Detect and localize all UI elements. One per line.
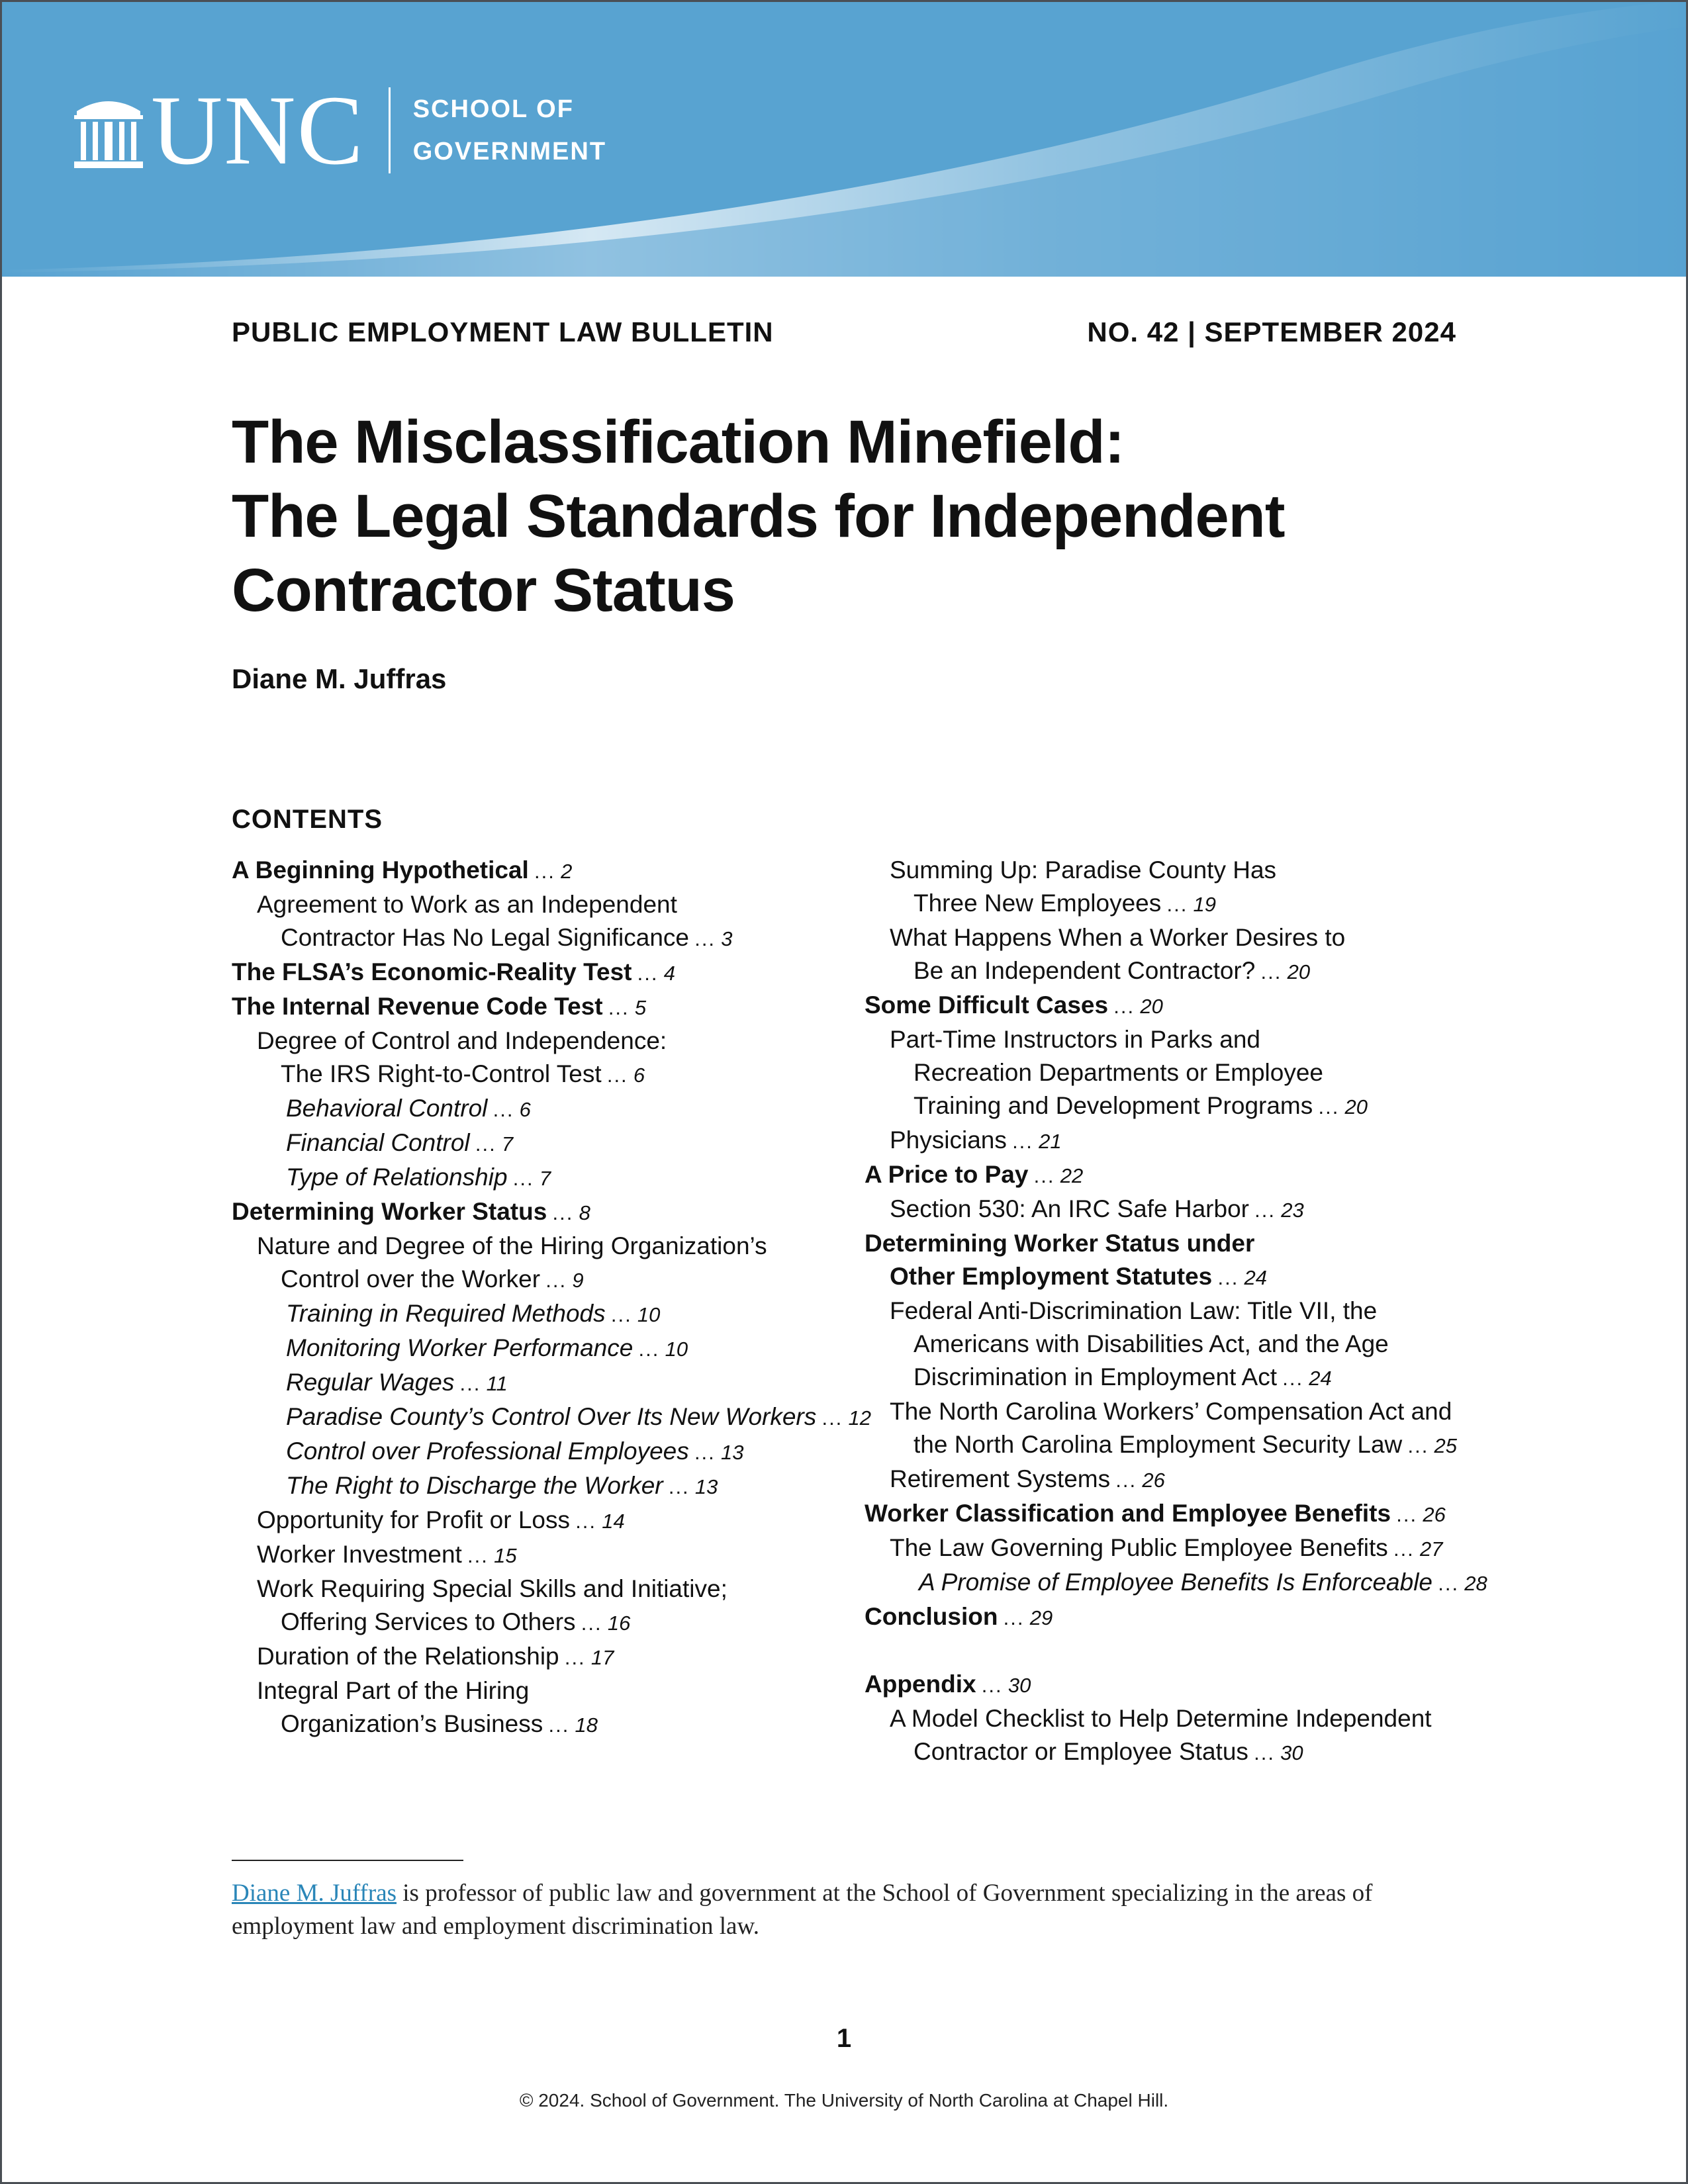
toc-entry-leader: ...	[559, 1646, 591, 1669]
toc-entry[interactable]	[232, 1366, 854, 1400]
toc-entry-leader: ...	[602, 996, 635, 1019]
toc-entry-title: Nature and Degree of the Hiring Organization’s	[257, 1232, 767, 1259]
toc-entry-title: The IRS Right-to-Control Test	[281, 1060, 602, 1087]
toc-entry-title: Appendix	[865, 1670, 976, 1698]
toc-entry[interactable]	[232, 1092, 854, 1126]
toc-entry-title: Section 530: An IRC Safe Harbor	[890, 1195, 1249, 1222]
toc-entry-page: 24	[1309, 1367, 1332, 1390]
toc-entry-title: The Internal Revenue Code Test	[232, 993, 603, 1020]
toc-entry-page: 14	[602, 1510, 625, 1533]
toc-entry-title: Determining Worker Status	[232, 1198, 547, 1225]
toc-entry-leader: ...	[998, 1606, 1030, 1629]
toc-entry-page: 26	[1423, 1503, 1446, 1526]
toc-entry[interactable]	[865, 1056, 1500, 1089]
author-link[interactable]: Diane M. Juffras	[232, 1880, 397, 1907]
toc-entry[interactable]	[865, 1735, 1500, 1770]
toc-entry-page: 9	[572, 1269, 584, 1292]
toc-entry-leader: ...	[816, 1406, 849, 1430]
toc-entry-page: 13	[694, 1475, 718, 1498]
toc-entry-leader: ...	[507, 1167, 539, 1190]
toc-entry-page: 26	[1142, 1469, 1165, 1492]
toc-entry-title: A Price to Pay	[865, 1161, 1029, 1188]
old-well-icon	[71, 91, 146, 169]
author-footnote	[232, 1877, 1476, 1943]
toc-entry-leader: ...	[547, 1201, 579, 1224]
toc-entry-title: Opportunity for Profit or Loss	[257, 1506, 570, 1533]
toc-entry-title: Discrimination in Employment Act	[914, 1363, 1278, 1390]
toc-entry[interactable]	[232, 1572, 854, 1606]
toc-entry-page: 22	[1060, 1164, 1084, 1187]
toc-entry-title: A Model Checklist to Help Determine Independent	[890, 1705, 1432, 1732]
toc-entry[interactable]	[232, 1606, 854, 1640]
toc-entry-title: Contractor Has No Legal Significance	[281, 924, 689, 951]
toc-entry[interactable]	[232, 1674, 854, 1707]
toc-entry-leader: ...	[1161, 893, 1194, 916]
toc-entry-leader: ...	[1108, 995, 1141, 1018]
toc-entry[interactable]	[865, 1497, 1500, 1531]
logo-unc-text: UNC	[151, 75, 365, 185]
toc-entry-leader: ...	[1402, 1434, 1434, 1457]
toc-entry-leader: ...	[543, 1713, 575, 1737]
toc-entry[interactable]	[232, 1058, 854, 1092]
toc-entry-page: 20	[1344, 1095, 1368, 1118]
toc-entry-leader: ...	[1028, 1164, 1060, 1187]
toc-entry[interactable]	[232, 1126, 854, 1161]
toc-entry-title: Physicians	[890, 1126, 1007, 1154]
toc-entry-leader: ...	[487, 1098, 520, 1121]
toc-entry[interactable]	[865, 989, 1500, 1023]
toc-entry-page: 27	[1420, 1537, 1443, 1561]
toc-entry-page: 24	[1244, 1266, 1268, 1289]
toc-entry-page: 8	[579, 1201, 590, 1224]
toc-entry[interactable]	[232, 854, 854, 888]
toc-entry-title: Be an Independent Contractor?	[914, 957, 1256, 984]
toc-entry-leader: ...	[1391, 1503, 1423, 1526]
toc-entry[interactable]	[865, 887, 1500, 921]
toc-entry-title: The FLSA’s Economic-Reality Test	[232, 958, 632, 985]
toc-entry-page: 7	[539, 1167, 551, 1190]
toc-entry[interactable]	[865, 1395, 1500, 1428]
toc-entry-leader: ...	[688, 1441, 721, 1464]
toc-entry-leader: ...	[569, 1510, 602, 1533]
toc-entry-title: Regular Wages	[286, 1369, 455, 1396]
toc-entry-page: 17	[590, 1646, 614, 1669]
toc-entry-page: 13	[721, 1441, 744, 1464]
toc-entry[interactable]	[865, 1227, 1500, 1260]
logo-school-line1: SCHOOL OF	[412, 95, 574, 123]
toc-entry-leader: ...	[605, 1303, 637, 1326]
toc-entry[interactable]	[865, 1193, 1500, 1227]
series-name: PUBLIC EMPLOYMENT LAW BULLETIN	[232, 316, 774, 347]
toc-entry[interactable]	[865, 1023, 1500, 1056]
toc-entry-title: The Right to Discharge the Worker	[286, 1472, 663, 1499]
toc-entry-leader: ...	[575, 1612, 608, 1635]
toc-entry-page: 20	[1140, 995, 1163, 1018]
toc-entry-leader: ...	[1212, 1266, 1244, 1289]
toc-entry-title: Some Difficult Cases	[865, 991, 1109, 1019]
toc-entry-leader: ...	[633, 1338, 665, 1361]
toc-entry-title: the North Carolina Employment Security Law	[914, 1431, 1403, 1458]
toc-entry[interactable]	[865, 1531, 1500, 1566]
toc-entry[interactable]	[865, 1463, 1500, 1497]
toc-entry-leader: ...	[1313, 1095, 1345, 1118]
toc-entry[interactable]	[865, 1361, 1500, 1395]
toc-entry-title: Determining Worker Status under	[865, 1230, 1255, 1257]
toc-right-column	[865, 854, 1500, 1770]
toc-entry[interactable]	[865, 1260, 1500, 1295]
page-title	[232, 405, 1489, 627]
footnote-text: is professor of public law and government at the School of Government specializing in the areas of employment law and employment discrimination law.	[232, 1880, 1373, 1940]
toc-entry-leader: ...	[1432, 1572, 1465, 1595]
toc-entry[interactable]	[865, 954, 1500, 989]
toc-entry-title: Conclusion	[865, 1603, 998, 1630]
toc-entry[interactable]	[865, 1328, 1500, 1361]
toc-entry-title: Control over Professional Employees	[286, 1437, 689, 1465]
toc-entry-page: 6	[633, 1064, 645, 1087]
toc-entry-leader: ...	[528, 860, 561, 883]
toc-entry-title: Worker Investment	[257, 1541, 462, 1568]
toc-entry[interactable]	[232, 921, 854, 956]
toc-entry-leader: ...	[976, 1674, 1008, 1697]
toc-entry-title: Contractor or Employee Status	[914, 1738, 1248, 1765]
toc-entry-title: Recreation Departments or Employee	[914, 1059, 1324, 1086]
toc-entry-title: A Promise of Employee Benefits Is Enforceable	[919, 1569, 1433, 1596]
toc-entry[interactable]	[232, 1024, 854, 1058]
toc-entry[interactable]	[232, 1332, 854, 1366]
toc-entry-leader: ...	[689, 927, 722, 950]
toc-entry[interactable]	[865, 854, 1500, 887]
toc-entry-page: 11	[486, 1372, 508, 1395]
toc-entry-title: What Happens When a Worker Desires to	[890, 924, 1346, 951]
toc-entry-page: 28	[1464, 1572, 1487, 1595]
toc-entry-title: Control over the Worker	[281, 1265, 541, 1293]
toc-entry-leader: ...	[469, 1132, 502, 1156]
toc-entry-page: 5	[634, 996, 647, 1019]
toc-entry[interactable]	[865, 1158, 1500, 1193]
toc-entry[interactable]	[865, 1566, 1500, 1600]
toc-entry-leader: ...	[1110, 1469, 1143, 1492]
toc-entry-page: 21	[1039, 1130, 1062, 1153]
logo-school-line2: GOVERNMENT	[412, 138, 607, 165]
header-band	[0, 0, 1688, 277]
toc-entry-page: 15	[494, 1544, 517, 1567]
toc-entry[interactable]	[232, 956, 854, 990]
toc-entry-title: Worker Classification and Employee Benefits	[865, 1500, 1391, 1527]
toc-entry-title: Training in Required Methods	[286, 1300, 606, 1327]
toc-entry-title: Three New Employees	[914, 889, 1162, 917]
toc-entry-leader: ...	[461, 1544, 494, 1567]
toc-entry[interactable]	[232, 1640, 854, 1674]
toc-entry-title: Federal Anti-Discrimination Law: Title VII, the	[890, 1297, 1378, 1324]
toc-entry-page: 12	[848, 1406, 871, 1430]
logo-divider	[389, 87, 391, 173]
toc-entry-leader: ...	[632, 962, 664, 985]
toc-entry-leader: ...	[1248, 1199, 1282, 1222]
toc-entry-title: Financial Control	[286, 1129, 470, 1156]
page-number: 1	[836, 2024, 852, 2053]
title-line-3: Contractor Status	[232, 557, 735, 624]
toc-entry-title: Paradise County’s Control Over Its New Workers	[286, 1403, 817, 1430]
toc-entry-title: The North Carolina Workers’ Compensation Act and	[890, 1398, 1452, 1425]
toc-entry-page: 18	[575, 1713, 598, 1737]
toc-entry-title: Integral Part of the Hiring	[257, 1677, 530, 1704]
series-row	[232, 316, 1456, 348]
toc-entry[interactable]	[232, 1230, 854, 1263]
toc-entry[interactable]	[232, 888, 854, 921]
toc-entry-title: Monitoring Worker Performance	[286, 1334, 633, 1361]
toc-entry-page: 19	[1193, 893, 1217, 916]
toc-entry[interactable]	[232, 1707, 854, 1742]
toc-entry-title: Agreement to Work as an Independent	[257, 891, 677, 918]
toc-entry-page: 10	[637, 1303, 661, 1326]
toc-entry-title: Other Employment Statutes	[890, 1263, 1213, 1290]
toc-entry-leader: ...	[540, 1269, 573, 1292]
toc-entry-title: Work Requiring Special Skills and Initiative;	[257, 1575, 727, 1602]
toc-entry-title: Offering Services to Others	[281, 1608, 576, 1635]
unc-logo[interactable]	[71, 75, 607, 185]
toc-entry-leader: ...	[601, 1064, 633, 1087]
toc-entry[interactable]	[232, 1400, 871, 1435]
toc-entry-title: Retirement Systems	[890, 1465, 1111, 1492]
toc-entry[interactable]	[865, 1428, 1500, 1463]
toc-entry[interactable]	[865, 1600, 1500, 1635]
toc-entry[interactable]	[232, 1469, 854, 1504]
toc-entry-page: 2	[561, 860, 573, 883]
toc-entry-page: 10	[665, 1338, 688, 1361]
toc-entry-leader: ...	[1277, 1367, 1309, 1390]
toc-entry-title: Americans with Disabilities Act, and the Age	[914, 1330, 1389, 1357]
toc-entry-title: Type of Relationship	[286, 1163, 508, 1191]
toc-entry[interactable]	[865, 1295, 1500, 1328]
toc-entry-leader: ...	[1006, 1130, 1039, 1153]
toc-entry-title: Part-Time Instructors in Parks and	[890, 1026, 1260, 1053]
toc-left-column	[232, 854, 871, 1742]
toc-entry-page: 3	[721, 927, 733, 950]
toc-entry[interactable]	[865, 921, 1500, 954]
toc-entry-title: A Beginning Hypothetical	[232, 856, 529, 884]
copyright: © 2024. School of Government. The University of North Carolina at Chapel Hill.	[519, 2090, 1169, 2111]
toc-entry-title: Summing Up: Paradise County Has	[890, 856, 1277, 884]
toc-entry-title: Training and Development Programs	[914, 1092, 1313, 1119]
toc-entry-page: 30	[1280, 1741, 1303, 1764]
toc-entry-page: 30	[1008, 1674, 1031, 1697]
toc-entry-title: Behavioral Control	[286, 1095, 488, 1122]
toc-entry-page: 4	[663, 962, 675, 985]
toc-entry[interactable]	[232, 1195, 854, 1230]
logo-school-name	[413, 88, 606, 173]
toc-entry[interactable]	[232, 990, 854, 1024]
toc-entry[interactable]	[865, 1124, 1500, 1158]
footnote-rule	[232, 1860, 463, 1861]
toc-entry-page: 20	[1287, 960, 1311, 983]
toc-entry[interactable]	[865, 1702, 1500, 1735]
toc-entry[interactable]	[232, 1435, 854, 1469]
toc-entry-page: 6	[519, 1098, 531, 1121]
toc-entry[interactable]	[232, 1161, 854, 1195]
toc-entry-leader: ...	[1387, 1537, 1421, 1561]
contents-heading: CONTENTS	[232, 805, 383, 834]
toc-entry-title: The Law Governing Public Employee Benefits	[890, 1534, 1388, 1561]
toc-entry-page: 23	[1281, 1199, 1304, 1222]
toc-entry-page: 16	[607, 1612, 631, 1635]
title-line-1: The Misclassification Minefield:	[232, 408, 1125, 476]
toc-entry-page: 29	[1029, 1606, 1053, 1629]
toc-entry[interactable]	[232, 1263, 854, 1297]
title-line-2: The Legal Standards for Independent	[232, 482, 1285, 550]
toc-entry[interactable]	[232, 1538, 854, 1572]
toc-entry-leader: ...	[663, 1475, 695, 1498]
toc-entry-page: 7	[501, 1132, 514, 1156]
toc-entry-leader: ...	[1248, 1741, 1281, 1764]
author-name: Diane M. Juffras	[232, 663, 447, 694]
toc-entry-title: Duration of the Relationship	[257, 1643, 559, 1670]
toc-entry-title: Degree of Control and Independence:	[257, 1027, 667, 1054]
toc-entry-title: Organization’s Business	[281, 1710, 543, 1737]
toc-entry-leader: ...	[1255, 960, 1288, 983]
issue-number: NO. 42 | SEPTEMBER 2024	[1087, 316, 1456, 347]
toc-entry-leader: ...	[454, 1372, 487, 1395]
toc-entry-page: 25	[1434, 1434, 1458, 1457]
toc-entry[interactable]	[865, 1089, 1500, 1124]
toc-entry[interactable]	[232, 1297, 854, 1332]
toc-entry[interactable]	[232, 1504, 854, 1538]
toc-entry[interactable]	[865, 1668, 1500, 1702]
